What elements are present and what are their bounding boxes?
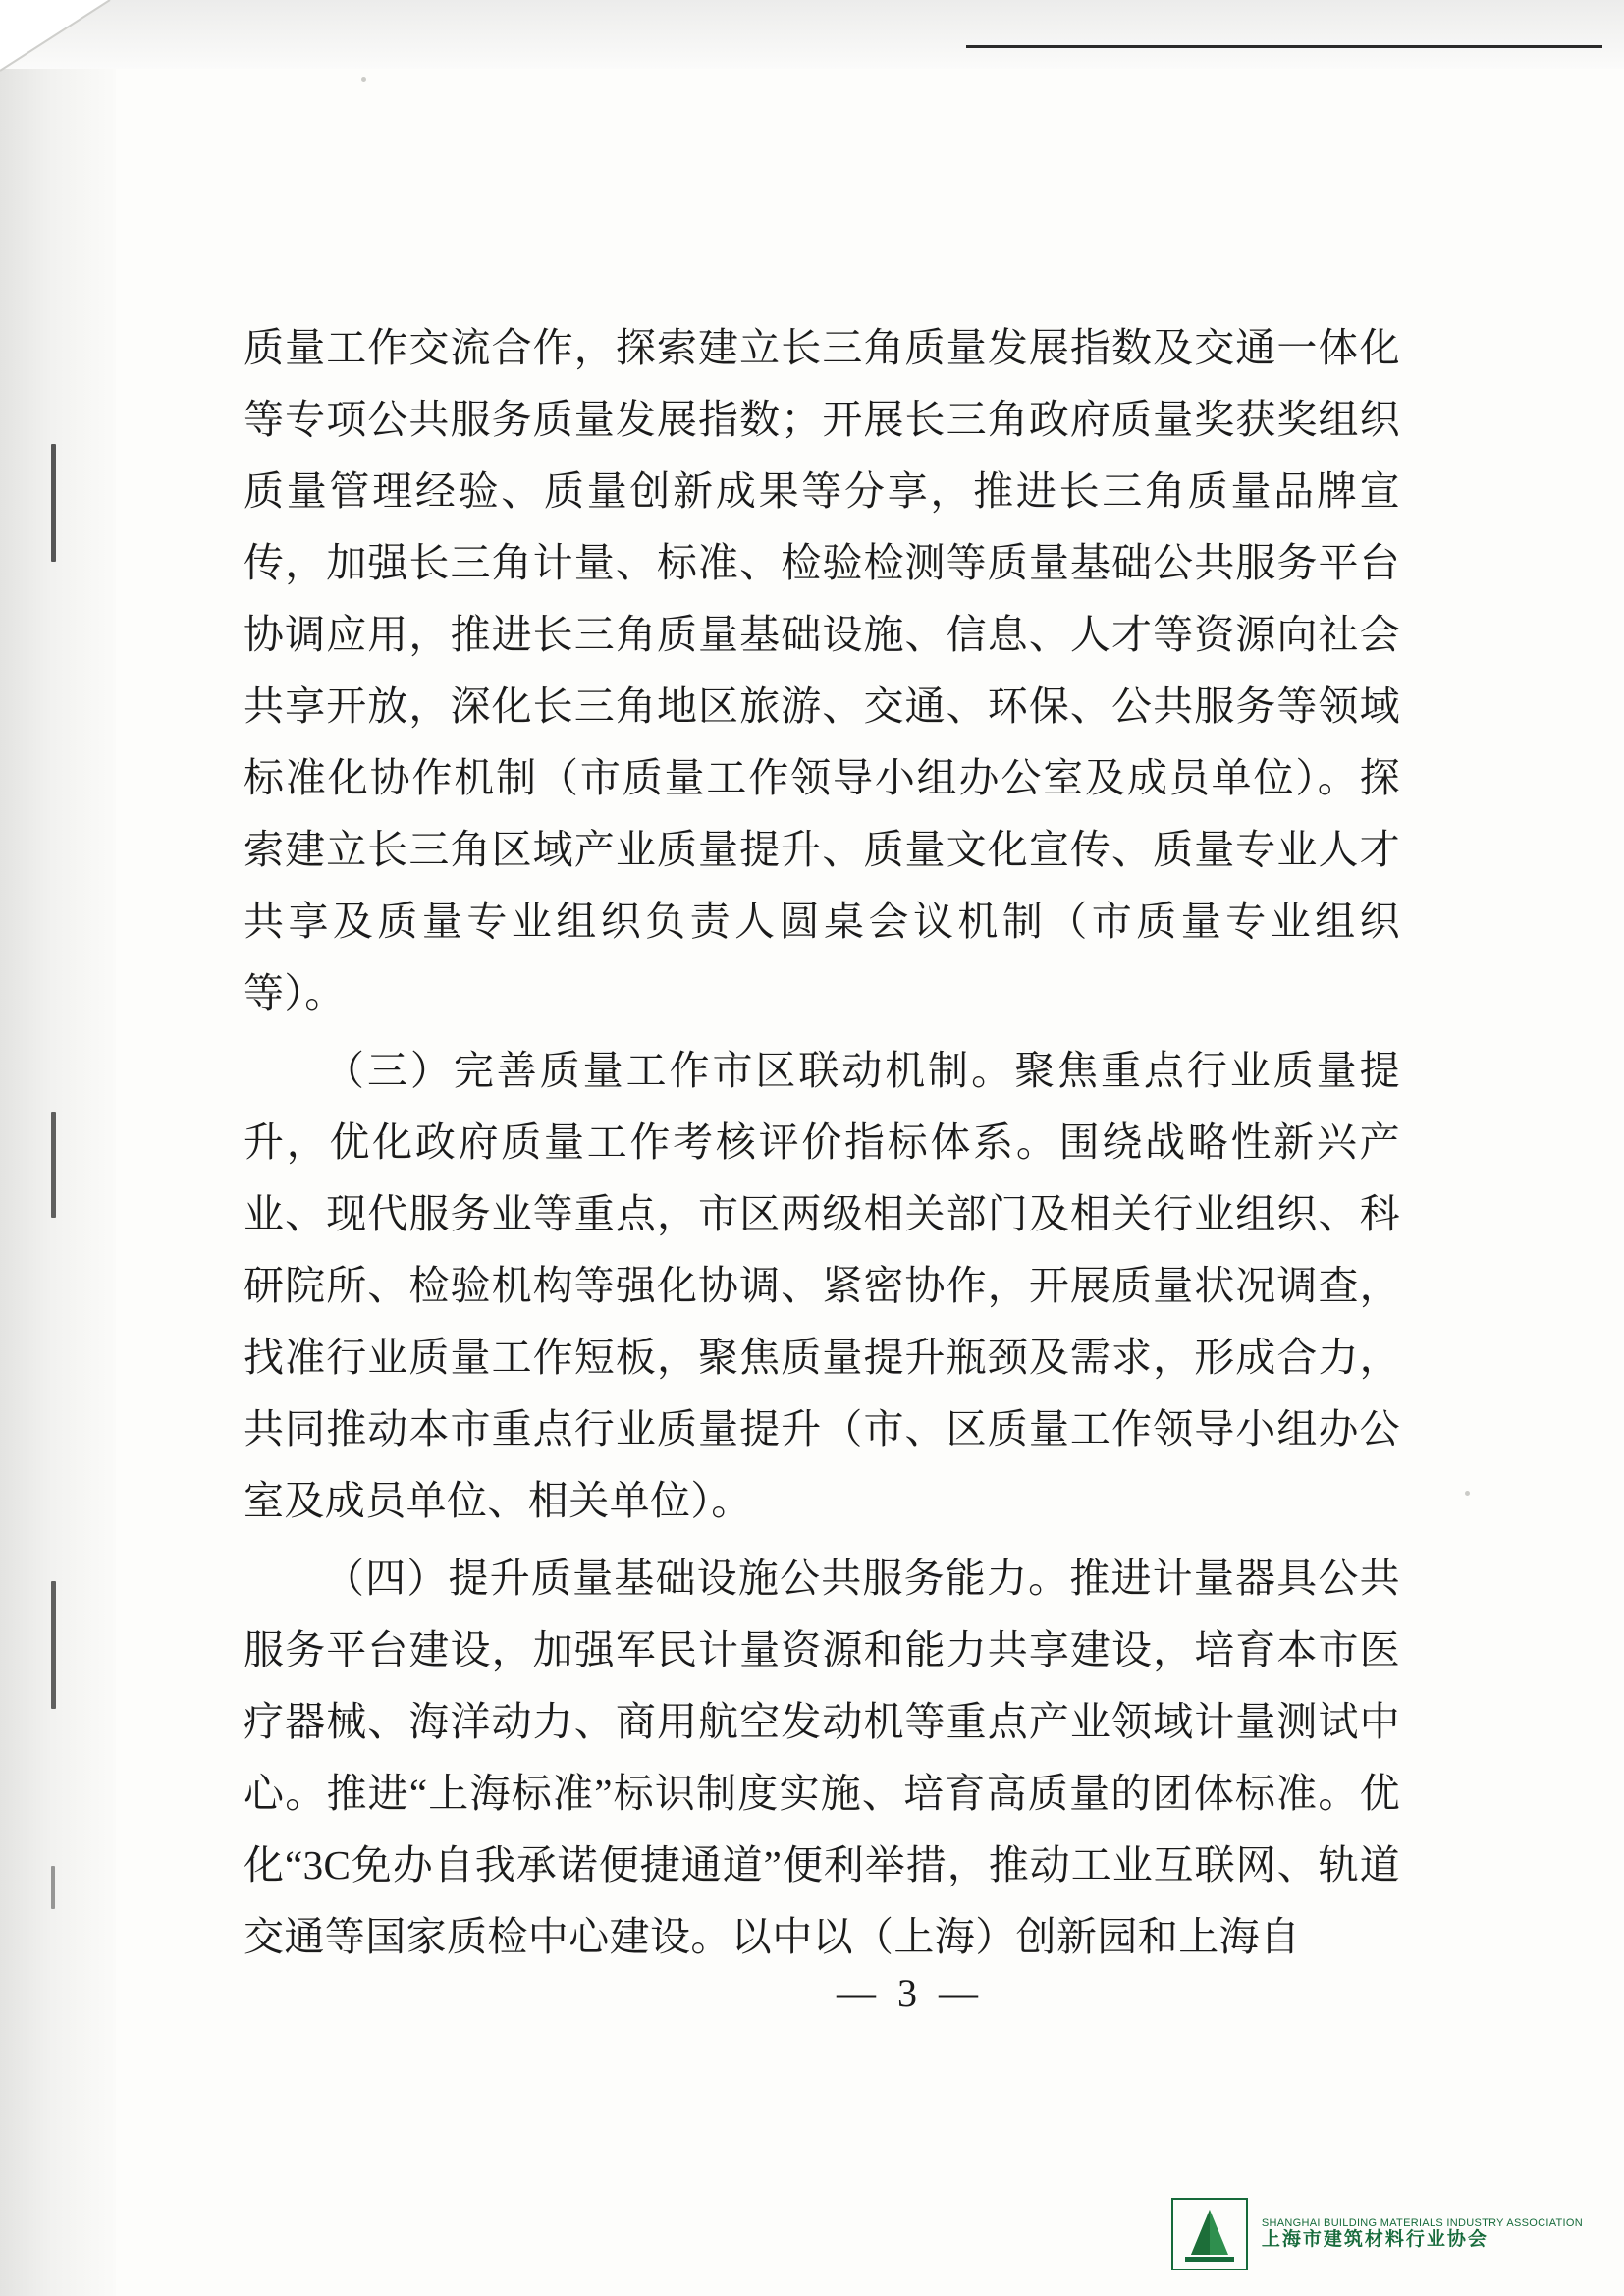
binding-mark xyxy=(51,1866,55,1909)
association-stamp xyxy=(1171,2198,1583,2270)
association-name-chinese: 上海市建筑材料行业协会 xyxy=(1261,2229,1489,2251)
scan-shadow-top xyxy=(0,0,1624,69)
binding-mark xyxy=(51,444,56,562)
page-number: — 3 — xyxy=(837,1971,984,2015)
paragraph-section-three: （三）完善质量工作市区联动机制。聚焦重点行业质量提升，优化政府质量工作考核评价指标体系。围绕战略性新兴产业、现代服务业等重点，市区两级相关部门及相关行业组织、科研院所、检验机构等强化协调、紧密协作，开展质量状况调查，找准行业质量工作短板，聚焦质量提升瓶颈及需求，形成合力，共同推动本市重点行业质量提升（市、区质量工作领导小组办公室及成员单位、相关单位）。 xyxy=(244,1048,1400,1523)
scan-speck xyxy=(361,77,366,82)
association-logo-icon xyxy=(1171,2198,1248,2270)
page-corner-fold xyxy=(0,0,110,71)
document-body xyxy=(244,312,1400,1973)
page-corner-fold-line xyxy=(0,0,137,94)
header-rule xyxy=(966,45,1602,48)
scan-shadow-left xyxy=(0,0,116,2296)
association-name-english: SHANGHAI BUILDING MATERIALS INDUSTRY ASSOCIATION xyxy=(1261,2216,1583,2229)
binding-mark xyxy=(51,1581,56,1709)
paragraph-continued: 质量工作交流合作，探索建立长三角质量发展指数及交通一体化等专项公共服务质量发展指数；开展长三角政府质量奖获奖组织质量管理经验、质量创新成果等分享，推进长三角质量品牌宣传，加强长三角计量、标准、检验检测等质量基础公共服务平台协调应用，推进长三角质量基础设施、信息、人才等资源向社会共享开放，深化长三角地区旅游、交通、环保、公共服务等领域标准化协作机制（市质量工作领导小组办公室及成员单位）。探索建立长三角区域产业质量提升、质量文化宣传、质量专业人才共享及质量专业组织负责人圆桌会议机制（市质量专业组织等）。 xyxy=(244,325,1400,1015)
binding-mark xyxy=(51,1112,56,1218)
scan-speck xyxy=(1465,1491,1470,1496)
paragraph-section-four: （四）提升质量基础设施公共服务能力。推进计量器具公共服务平台建设，加强军民计量资源和能力共享建设，培育本市医疗器械、海洋动力、商用航空发动机等重点产业领域计量测试中心。推进“上海标准”标识制度实施、培育高质量的团体标准。优化“3C免办自我承诺便捷通道”便利举措，推动工业互联网、轨道交通等国家质检中心建设。以中以（上海）创新园和上海自 xyxy=(244,1556,1400,1959)
association-name-block xyxy=(1262,2217,1583,2251)
